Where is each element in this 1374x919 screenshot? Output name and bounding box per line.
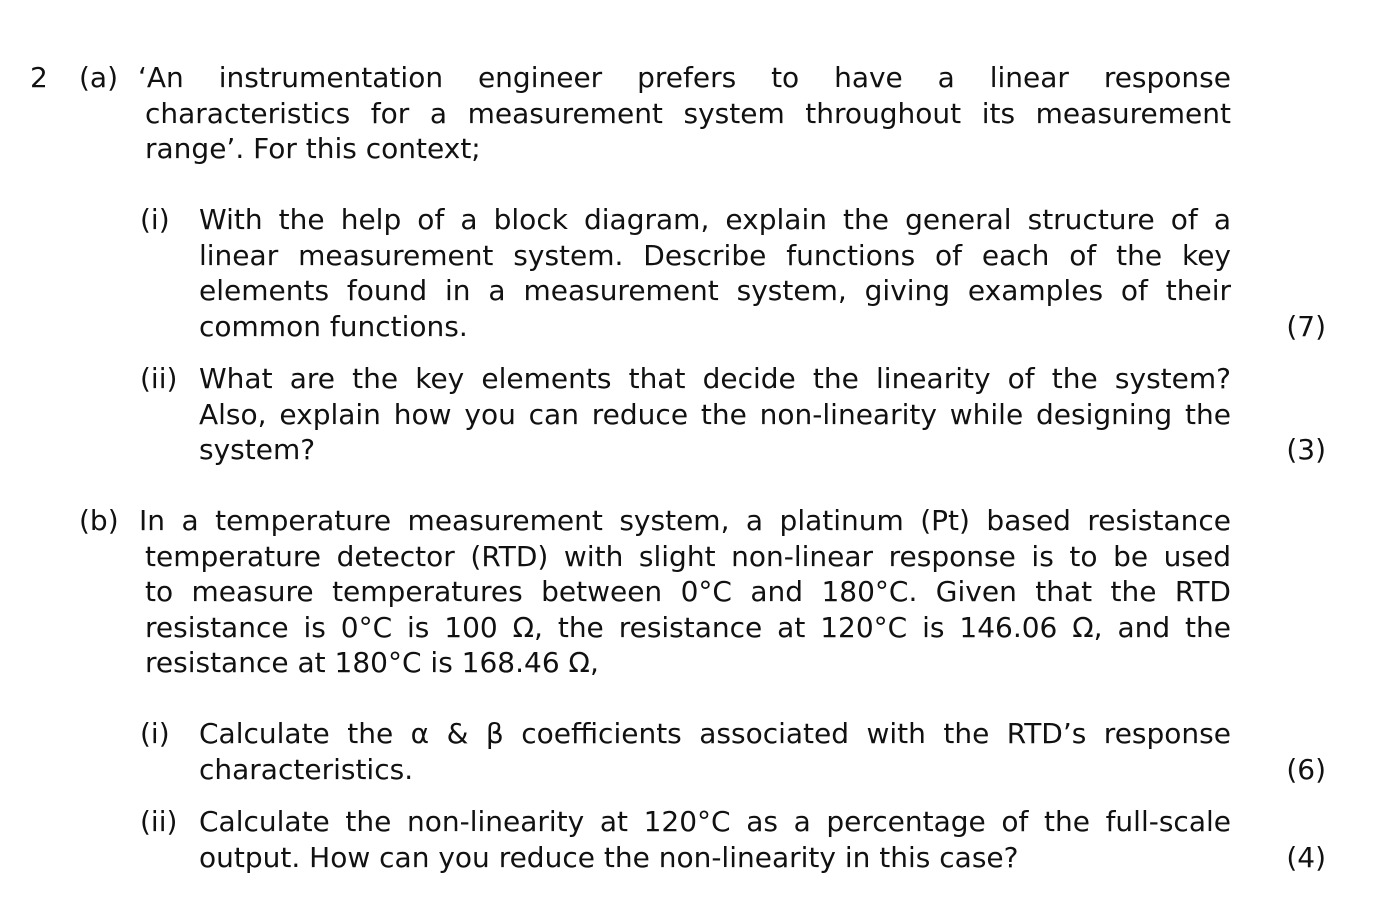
part-b-i-label: (i) bbox=[140, 717, 170, 750]
part-b-line-4: resistance is 0°C is 100 Ω, the resistance at 120°C is 146.06 Ω, and the bbox=[145, 610, 1231, 644]
part-a-ii-line-2: Also, explain how you can reduce the non-linearity while designing the bbox=[199, 397, 1231, 431]
part-b-line-3: to measure temperatures between 0°C and 180°C. Given that the RTD bbox=[145, 575, 1231, 608]
part-a-i-marks: (7) bbox=[1286, 310, 1326, 343]
part-a-i-label: (i) bbox=[140, 203, 170, 236]
part-a-ii-marks: (3) bbox=[1286, 433, 1326, 466]
part-b-ii-line-2: output. How can you reduce the non-linearity in this case? bbox=[199, 840, 1019, 874]
part-b-ii-text bbox=[199, 804, 1231, 875]
part-b-label: (b) bbox=[79, 504, 119, 537]
part-a-i-line-3: elements found in a measurement system, giving examples of their bbox=[199, 274, 1231, 307]
part-b-ii-label: (ii) bbox=[140, 805, 178, 838]
question-number: 2 bbox=[30, 61, 48, 94]
part-b-i-line-2: characteristics. bbox=[199, 752, 414, 786]
part-a-i-line-4: common functions. bbox=[199, 309, 468, 343]
part-a-ii-line-3: system? bbox=[199, 433, 316, 466]
part-b-stem bbox=[139, 503, 1231, 681]
part-a-i-text bbox=[199, 202, 1231, 344]
part-b-line-1: In a temperature measurement system, a platinum (Pt) based resistance bbox=[139, 504, 1231, 537]
part-a-ii-label: (ii) bbox=[140, 362, 178, 395]
part-b-line-5: resistance at 180°C is 168.46 Ω, bbox=[145, 646, 599, 679]
part-a-i-line-1: With the help of a block diagram, explain the general structure of a bbox=[199, 203, 1231, 236]
part-b-line-2: temperature detector (RTD) with slight non-linear response is to be used bbox=[145, 539, 1231, 573]
part-b-ii-line-1: Calculate the non-linearity at 120°C as a percentage of the full-scale bbox=[199, 805, 1231, 838]
part-a-line-2: characteristics for a measurement system throughout its measurement bbox=[145, 96, 1231, 130]
part-a-label: (a) bbox=[79, 61, 119, 94]
part-b-i-line-1: Calculate the α & β coefficients associated with the RTD’s response bbox=[199, 717, 1231, 750]
part-a-line-1: ‘An instrumentation engineer prefers to have a linear response bbox=[138, 61, 1231, 94]
part-a-ii-line-1: What are the key elements that decide the linearity of the system? bbox=[199, 362, 1231, 395]
part-a-stem bbox=[138, 60, 1231, 167]
part-a-line-3: range’. For this context; bbox=[145, 132, 481, 165]
part-b-i-text bbox=[199, 716, 1231, 787]
part-a-i-line-2: linear measurement system. Describe functions of each of the key bbox=[199, 238, 1231, 272]
part-b-i-marks: (6) bbox=[1286, 753, 1326, 786]
part-a-ii-text bbox=[199, 361, 1231, 468]
part-b-ii-marks: (4) bbox=[1286, 841, 1326, 874]
